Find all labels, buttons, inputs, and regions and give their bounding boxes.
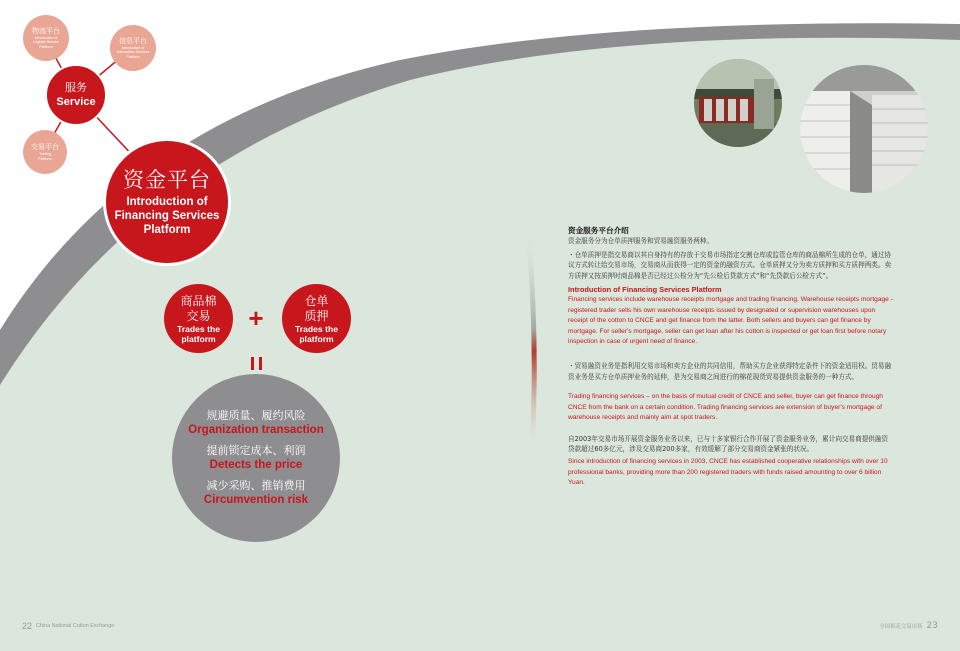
- financing-platform-node[interactable]: [103, 138, 231, 266]
- service-node-en: Service: [56, 96, 96, 108]
- article-para3-en: Since introduction of financing services in 2003, CNCE has established cooperative relationships with over 10 professional banks, providing more than 200 registered traders with funds raised amounting to over 6 billion Yuan.: [568, 458, 888, 487]
- information-platform-node[interactable]: [110, 25, 156, 71]
- article-para2-cn: ・贸易融资业务是指利用交易市场和卖方企业的共同信用，帮助买方企业获得特定条件下的资金适用权。贸易融资业务是买方仓单质押业务的延伸，是为交易商之间进行的棉花现货贸易提供资金服务的一种方式。: [568, 362, 892, 381]
- benefit-3-cn: 减少采购、推销费用: [206, 478, 306, 492]
- warehouse-receipt-cn2: 质押: [304, 308, 329, 323]
- trading-node-en: Trading Platform: [38, 151, 52, 161]
- benefit-2-cn: 提前锁定成本、利润: [206, 443, 306, 457]
- information-node-en: Introduction of Information Services Platform: [116, 45, 150, 59]
- logistics-node-en: Introduction of Logistic Service Platform: [33, 35, 59, 49]
- cotton-trading-cn2: 交易: [186, 308, 211, 323]
- page-number-right: 23: [926, 621, 938, 631]
- cotton-trading-cn1: 商品棉: [180, 293, 217, 308]
- warehouse-receipt-en: Trades the platform: [295, 323, 338, 344]
- article-para1-en: Financing services include warehouse receipts mortgage and trading financing. Warehouse receipts mortgage - registered trader sells his own warehouse receipts issued by designated or supervision warehouses upon receipt of the cotton to CNCE and get finance from the latter. Both sellers and buyers can get finance by mortgage. For seller's mortgage, seller can get loan after his cotton is inspected or get loan first before notary inspection in case of urgent need of finance.: [568, 296, 893, 346]
- warehouse-receipt-circle[interactable]: [282, 284, 351, 353]
- cotton-trading-en: Trades the platform: [177, 323, 220, 344]
- benefit-1-cn: 规避质量、履约风险: [206, 408, 306, 422]
- factory-photo: [694, 59, 782, 147]
- article-title-en: Introduction of Financing Services Platform: [568, 285, 722, 295]
- footer-left: [22, 621, 114, 631]
- plus-sign: +: [248, 302, 264, 333]
- financing-node-cn: 资金平台: [123, 168, 211, 192]
- cotton-bales-photo: [800, 65, 928, 193]
- information-node-cn: 信息平台: [119, 36, 147, 45]
- benefit-3-en: Circumvention risk: [203, 493, 309, 506]
- footer-left-text: China National Cotton Exchange: [36, 623, 115, 629]
- footer-right: [879, 621, 938, 631]
- financing-node-en: Introduction of Financing Services Platform: [114, 196, 220, 236]
- trading-node-cn: 交易平台: [31, 142, 59, 151]
- equals-sign: [247, 356, 267, 372]
- benefits-circle: [172, 374, 340, 542]
- article-intro-cn: 资金服务分为仓单质押服务和贸易融资服务两种。: [568, 237, 714, 246]
- trading-platform-node[interactable]: [23, 130, 67, 174]
- article-para2-en: Trading financing services – on the basis of mutual credit of CNCE and seller, buyer can get finance through CNCE from the bank on a certain condition. Trading financing services are extension of buyer's mortgage of warehouse receipts and mainly aim at spot traders.: [568, 393, 883, 422]
- service-node-cn: 服务: [65, 81, 87, 94]
- page-number-left: 22: [22, 621, 33, 631]
- logistics-node-cn: 物流平台: [32, 26, 60, 35]
- warehouse-receipt-cn1: 仓单: [304, 293, 329, 308]
- article-column: [568, 226, 894, 489]
- cotton-trading-circle[interactable]: [164, 284, 233, 353]
- logistics-platform-node[interactable]: [23, 15, 69, 61]
- benefit-2-en: Detects the price: [209, 458, 303, 471]
- article-para1-cn: ・仓单质押是指交易商以其自身持有的存放于交易市场指定交割仓库或监管仓库的商品棉所生成的仓单，通过协议方式转让给交易市场，交易商从而获得一定的资金的融资方式。仓单质押又分为卖方质押和买方质押两类。卖方质押又按质押时商品棉是否已经过公检分为“先公检后贷款方式”和“先贷款后公检方式”。: [568, 250, 892, 280]
- article-para3-cn: 自2003年交易市场开展资金服务业务以来，已与十多家银行合作开展了资金服务业务，累计向交易商提供融资贷款超过60多亿元，涉及交易商200多家，有效缓解了部分交易商资金紧张的状况。: [568, 434, 889, 453]
- benefit-1-en: Organization transaction: [188, 423, 324, 436]
- footer-right-text: 全国棉花交易市场: [879, 624, 923, 630]
- service-hub-node[interactable]: [45, 64, 107, 126]
- article-title-cn: 资金服务平台介绍: [568, 226, 629, 235]
